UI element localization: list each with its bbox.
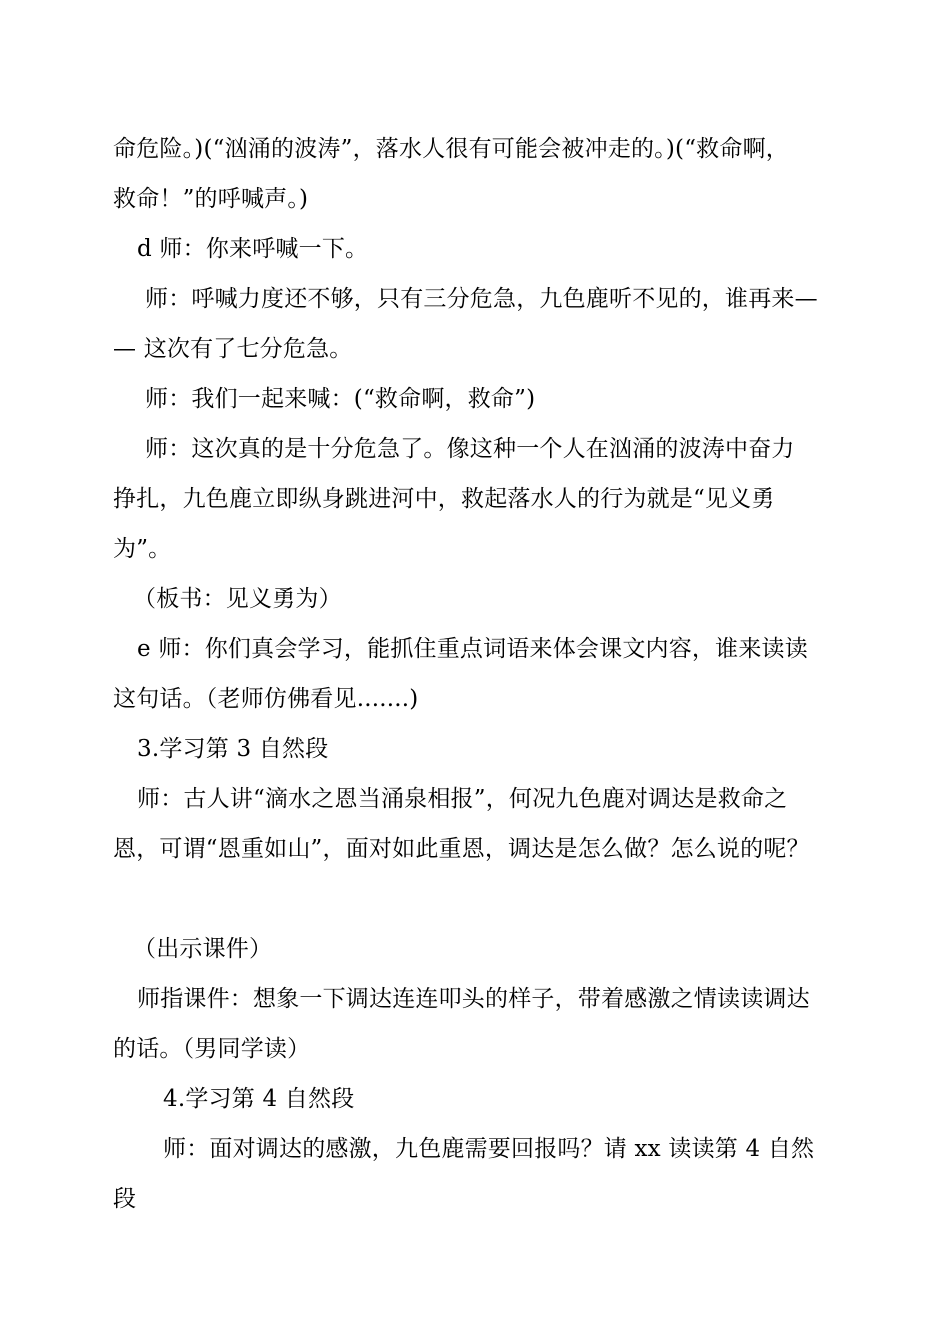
text-line: 这句话。（老师仿佛看见.......) bbox=[113, 686, 419, 712]
text-line: — 这次有了七分危急。 bbox=[113, 336, 353, 362]
text-line: 命危险。)(“汹涌的波涛”，落水人很有可能会被冲走的。)(“救命啊， bbox=[113, 136, 789, 162]
text-line: （出示课件） bbox=[133, 936, 273, 962]
text-line: 救命！”的呼喊声。) bbox=[113, 186, 309, 212]
text-line: d 师：你来呼喊一下。 bbox=[137, 236, 369, 262]
text-line: 挣扎，九色鹿立即纵身跳进河中，救起落水人的行为就是“见义勇 bbox=[113, 486, 775, 512]
text-line: 的话。（男同学读） bbox=[113, 1036, 311, 1062]
section-heading: 4.学习第 4 自然段 bbox=[163, 1086, 355, 1112]
text-line: 师：古人讲“滴水之恩当涌泉相报”，何况九色鹿对调达是救命之 bbox=[137, 786, 788, 812]
text-line: 师：这次真的是十分危急了。像这种一个人在汹涌的波涛中奋力 bbox=[145, 436, 795, 462]
text-line: （板书：见义勇为） bbox=[133, 586, 342, 612]
text-line: 为”。 bbox=[113, 536, 172, 562]
text-line: 师：我们一起来喊：(“救命啊，救命”) bbox=[145, 386, 536, 412]
text-line: 师：面对调达的感激，九色鹿需要回报吗？请 xx 读读第 4 自然 bbox=[163, 1136, 815, 1162]
section-heading: 3.学习第 3 自然段 bbox=[137, 736, 329, 762]
text-line: 恩，可谓“恩重如山”，面对如此重恩，调达是怎么做？怎么说的呢？ bbox=[113, 836, 810, 862]
text-line: e 师：你们真会学习，能抓住重点词语来体会课文内容，谁来读读 bbox=[137, 636, 808, 662]
text-line: 师：呼喊力度还不够，只有三分危急，九色鹿听不见的，谁再来— bbox=[145, 286, 818, 312]
text-line: 师指课件：想象一下调达连连叩头的样子，带着感激之情读读调达 bbox=[137, 986, 810, 1012]
text-line: 段 bbox=[113, 1186, 137, 1212]
